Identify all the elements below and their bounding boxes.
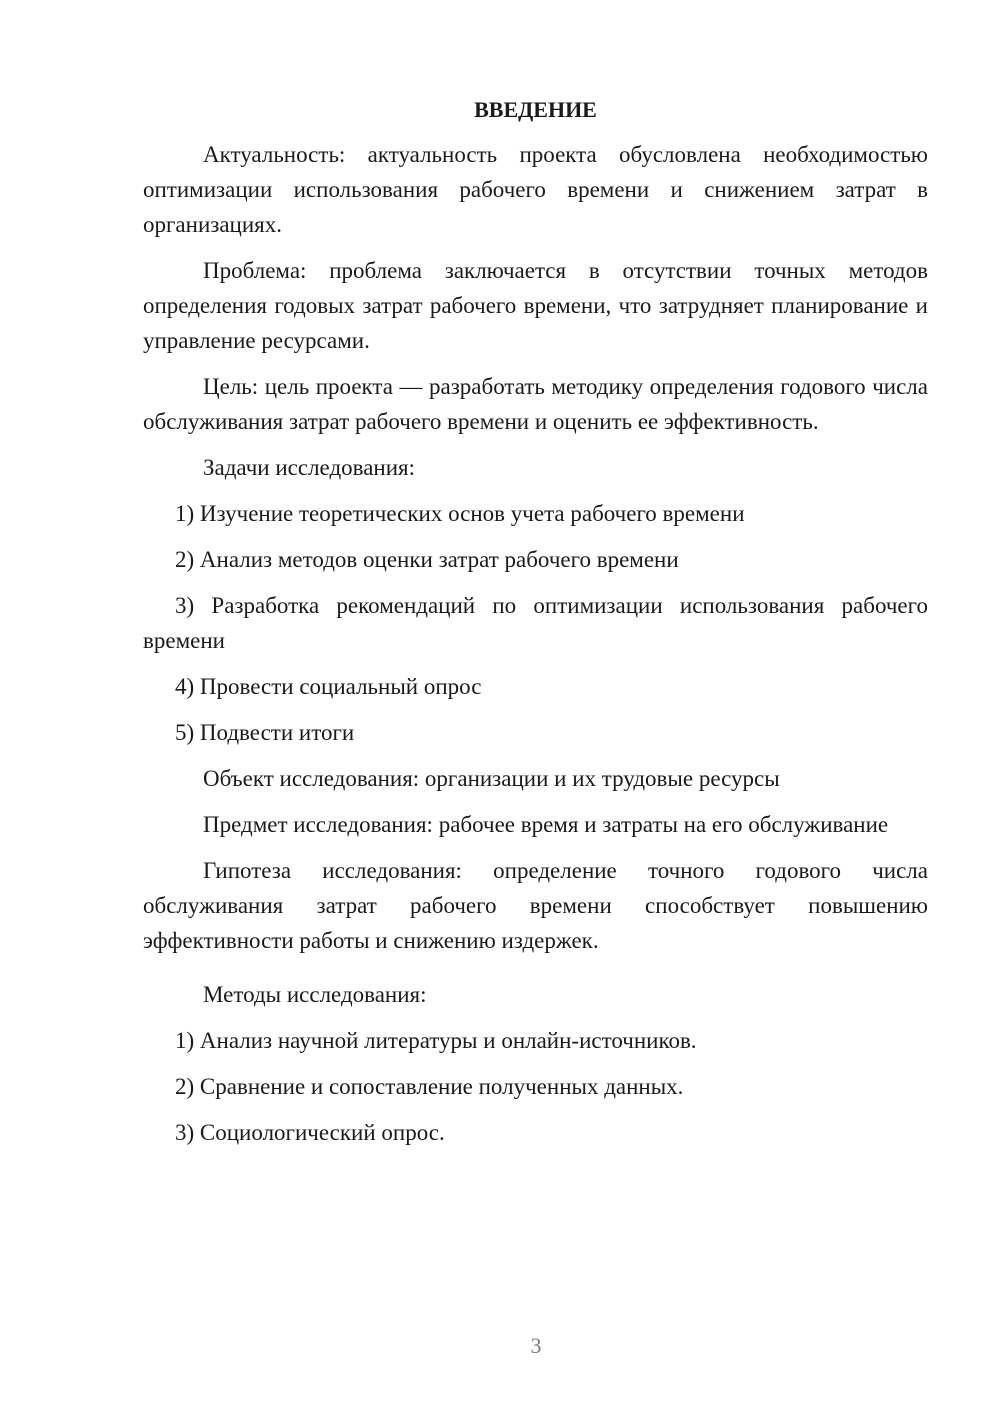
problem-paragraph: Проблема: проблема заключается в отсутствии точных методов определения годовых затрат рабочего времени, что затрудняет планирование и управление ресурсами. xyxy=(143,258,928,353)
goal-paragraph: Цель: цель проекта — разработать методику определения годового числа обслуживания затрат рабочего времени и оценить ее эффективность. xyxy=(143,374,928,434)
page-body xyxy=(143,95,928,1161)
relevance-paragraph: Актуальность: актуальность проекта обусловлена необходимостью оптимизации использования рабочего времени и снижением затрат в организациях. xyxy=(143,142,928,237)
tasks-heading: Задачи исследования: xyxy=(203,455,416,480)
task-item: 3) Разработка рекомендаций по оптимизации использования рабочего времени xyxy=(143,593,928,653)
spacer xyxy=(143,969,928,977)
task-item: 5) Подвести итоги xyxy=(175,720,355,745)
task-item: 2) Анализ методов оценки затрат рабочего времени xyxy=(175,547,679,572)
method-item: 2) Сравнение и сопоставление полученных данных. xyxy=(175,1074,684,1099)
method-item: 1) Анализ научной литературы и онлайн-источников. xyxy=(175,1028,697,1053)
method-item: 3) Социологический опрос. xyxy=(175,1120,445,1145)
research-subject: Предмет исследования: рабочее время и затраты на его обслуживание xyxy=(203,812,889,837)
research-object: Объект исследования: организации и их трудовые ресурсы xyxy=(203,766,780,791)
page-title: ВВЕДЕНИЕ xyxy=(474,97,597,122)
page-number: 3 xyxy=(530,1333,542,1358)
research-hypothesis: Гипотеза исследования: определение точного годового числа обслуживания затрат рабочего времени способствует повышению эффективности работы и снижению издержек. xyxy=(143,858,928,953)
methods-heading: Методы исследования: xyxy=(203,982,427,1007)
task-item: 4) Провести социальный опрос xyxy=(175,674,482,699)
task-item: 1) Изучение теоретических основ учета рабочего времени xyxy=(175,501,745,526)
